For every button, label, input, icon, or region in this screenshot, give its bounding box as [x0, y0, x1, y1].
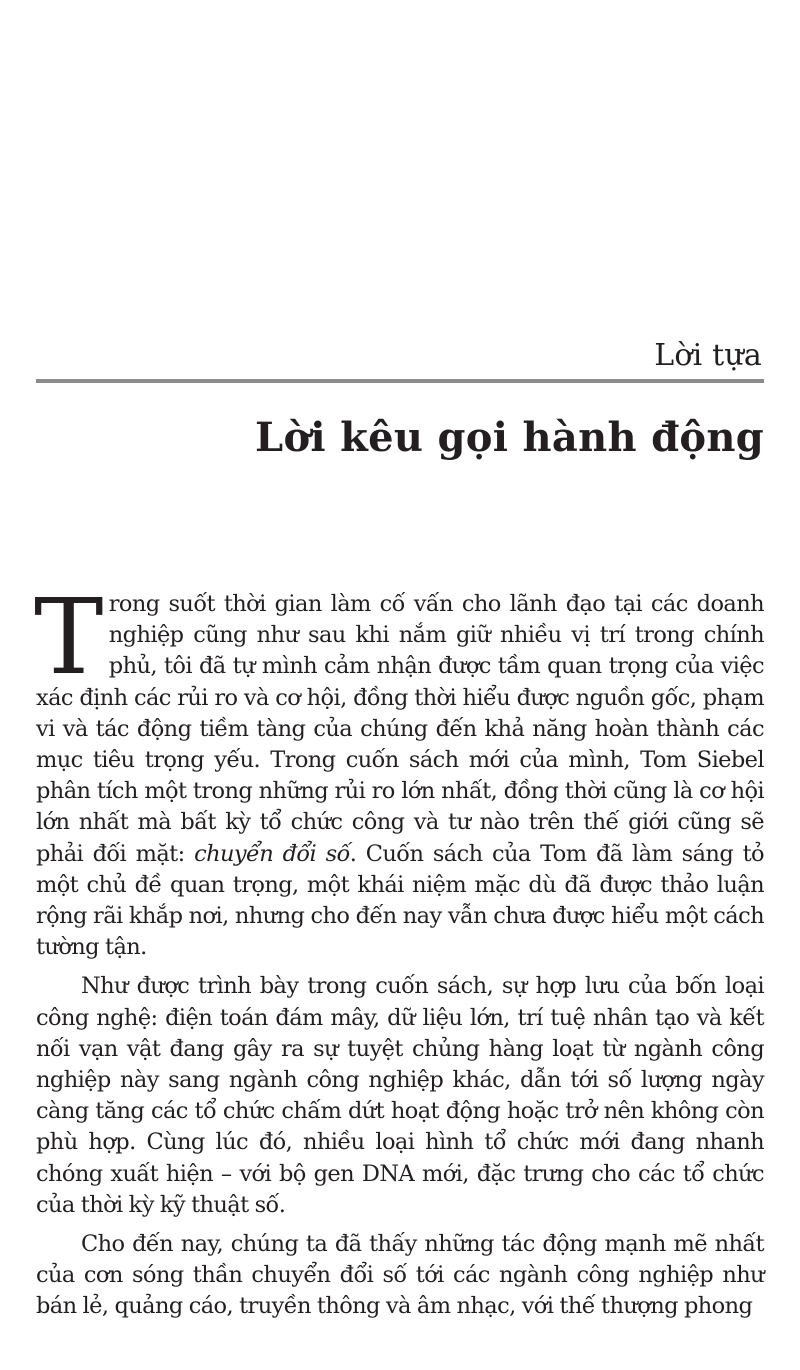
- paragraph-1-text-b: . Cuốn sách của Tom đã làm sáng tỏ một chủ đề quan trọng, một khái niệm mặc dù đã được thảo luận rộng rãi khắp nơi, nhưng cho đến nay vẫn chưa được hiểu một cách tường tận.: [36, 840, 764, 961]
- paragraph-3: Cho đến nay, chúng ta đã thấy những tác động mạnh mẽ nhất của cơn sóng thần chuyển đổi số tới các ngành công nghiệp như bán lẻ, quảng cáo, truyền thông và âm nhạc, với thế thượng phong: [36, 1231, 764, 1320]
- header-rule: [36, 379, 764, 383]
- section-label: Lời tựa: [654, 338, 762, 373]
- paragraph-1: [34, 576, 764, 963]
- body-text: [34, 576, 764, 1331]
- paragraph-1-emphasis: chuyển đổi số: [194, 840, 350, 867]
- chapter-title: Lời kêu gọi hành động: [255, 414, 764, 461]
- paragraph-2: Như được trình bày trong cuốn sách, sự hợp lưu của bốn loại công nghệ: điện toán đám mây, dữ liệu lớn, trí tuệ nhân tạo và kết nối vạn vật đang gây ra sự tuyệt chủng hàng loạt từ ngành công nghiệp này sang ngành công nghiệp khác, dẫn tới số lượng ngày càng tăng các tổ chức chấm dứt hoạt động hoặc trở nên không còn phù hợp. Cùng lúc đó, nhiều loại hình tổ chức mới đang nhanh chóng xuất hiện – với bộ gen DNA mới, đặc trưng cho các tổ chức của thời kỳ kỹ thuật số.: [36, 973, 764, 1218]
- drop-cap: T: [34, 576, 103, 698]
- paragraph-1-text-a: rong suốt thời gian làm cố vấn cho lãnh đạo tại các doanh nghiệp cũng như sau khi nắm giữ nhiều vị trí trong chính phủ, tôi đã tự mình cảm nhận được tầm quan trọng của việc xác định các rủi ro và cơ hội, đồng thời hiểu được nguồn gốc, phạm vi và tác động tiềm tàng của chúng đến khả năng hoàn thành các mục tiêu trọng yếu. Trong cuốn sách mới của mình, Tom Siebel phân tích một trong những rủi ro lớn nhất, đồng thời cũng là cơ hội lớn nhất mà bất kỳ tổ chức công và tư nào trên thế giới cũng sẽ phải đối mặt:: [36, 591, 764, 867]
